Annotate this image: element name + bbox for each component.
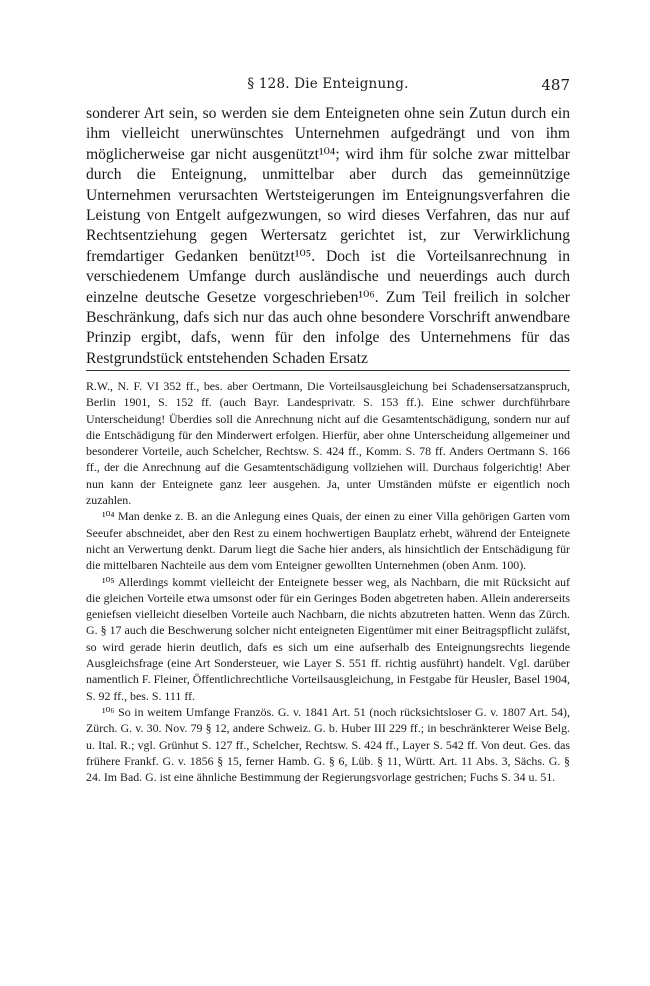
main-paragraph: sonderer Art sein, so werden sie dem Enteigneten ohne sein Zutun durch ein ihm vielleicht unerwünschtes Unternehmen aufgedrängt und von ihm möglicherweise gar nicht ausgenützt¹⁰⁴; wird ihm für solche zwar mittelbar durch die Enteignung, unmittelbar aber durch das gemeinnützige Unternehmen verursachten Wertsteigerungen im Enteignungsverfahren die Leistung von Entgelt aufgezwungen, so wird dieses Verfahren, das nur auf Rechtsentziehung gegen Wertersatz gerichtet ist, zur Verwirklichung fremdartiger Gedanken benützt¹⁰⁵. Doch ist die Vorteilsanrechnung in verschiedenem Umfange durch ausländische und neuerdings auch durch einzelne deutsche Gesetze vorgeschrieben¹⁰⁶. Zum Teil freilich in solcher Beschränkung, dafs sich nur das auch ohne besondere Vorschrift anwendbare Prinzip ergibt, dafs, wenn für den infolge des Unternehmens für das Restgrundstück entstehenden Schaden Ersatz — [86, 105, 570, 367]
footnote-separator — [86, 370, 570, 371]
footnotes — [86, 378, 570, 785]
footnote-105: ¹⁰⁵ Allerdings kommt vielleicht der Enteignete besser weg, als Nachbarn, die mit Rücksicht auf die gleichen Vorteile etwa umsonst oder für ein Geringes Boden abgetreten haben. Allein andererseits geniefsen vielleicht dieselben Vorteile auch Nachbarn, die nichts abzutreten hatten. Wenn das Zürch. G. § 17 auch die Beschwerung solcher nicht enteigneten Eigentümer mit einer Beitragspflicht zuläfst, so wird gerade hierin deutlich, dafs es sich um eine aufserhalb des Enteignungsrechts liegende Ausgleichsfrage (eine Art Sondersteuer, wie Layer S. 551 ff. richtig ausführt) handelt. Vgl. darüber namentlich F. Fleiner, Öffentlichrechtliche Vorteilsausgleichung, in Festgabe für Heusler, Basel 1904, S. 92 ff., bes. S. 111 ff. — [86, 574, 570, 703]
footnote-104: ¹⁰⁴ Man denke z. B. an die Anlegung eines Quais, der einen zu einer Villa gehörigen Garten vom Seeufer abschneidet, aber den Rest zu einem hochwertigen Bauplatz erhebt, während der Enteignete nicht an Verwertung denkt. Darum liegt die Sache hier anders, als hinsichtlich der Entschädigung für die mittelbaren Nachteile aus dem vom Enteigner gewollten Unternehmen (oben Anm. 100). — [86, 509, 570, 573]
footnote-106: ¹⁰⁶ So in weitem Umfange Französ. G. v. 1841 Art. 51 (noch rücksichtsloser G. v. 1807 Art. 54), Zürch. G. v. 30. Nov. 79 § 12, andere Schweiz. G. b. Huber III 229 ff.; in beschränkterer Weise Belg. u. Ital. R.; vgl. Grünhut S. 127 ff., Schelcher, Rechtsw. S. 424 ff., Layer S. 542 ff. Von deut. Ges. das frühere Frankf. G. v. 1856 § 15, ferner Hamb. G. § 6, Lüb. § 11, Württ. Art. 11 Abs. 3, Sächs. G. § 24. Im Bad. G. ist eine ähnliche Bestimmung der Regierungsvorlage gestrichen; Fuchs S. 34 u. 51. — [86, 704, 570, 785]
footnote-continued: R.W., N. F. VI 352 ff., bes. aber Oertmann, Die Vorteilsausgleichung bei Schadensersatzanspruch, Berlin 1901, S. 152 ff. (auch Bayr. Landesprivatr. S. 153 ff.). Eine schwer durchführbare Unterscheidung! Überdies soll die Anrechnung nicht auf die Gesamtentschädigung, sondern nur auf die Entschädigung für den Minderwert erfolgen. Hierfür, aber ohne Unterscheidung allgemeiner und besonderer Vorteile, auch Schelcher, Rechtsw. S. 424 ff., Komm. S. 78 ff. Anders Oertmann S. 166 ff., der die Anrechnung auf die Gesamtentschädigung vollziehen will. Durchaus folgerichtig! Aber nun kann der Enteignete ganz leer ausgehen. Ja, unter Umständen müfste er eigentlich noch zuzahlen. — [86, 379, 570, 508]
page-header — [86, 76, 570, 96]
page-number: 487 — [541, 76, 570, 94]
running-title: § 128. Die Enteignung. — [247, 76, 409, 92]
